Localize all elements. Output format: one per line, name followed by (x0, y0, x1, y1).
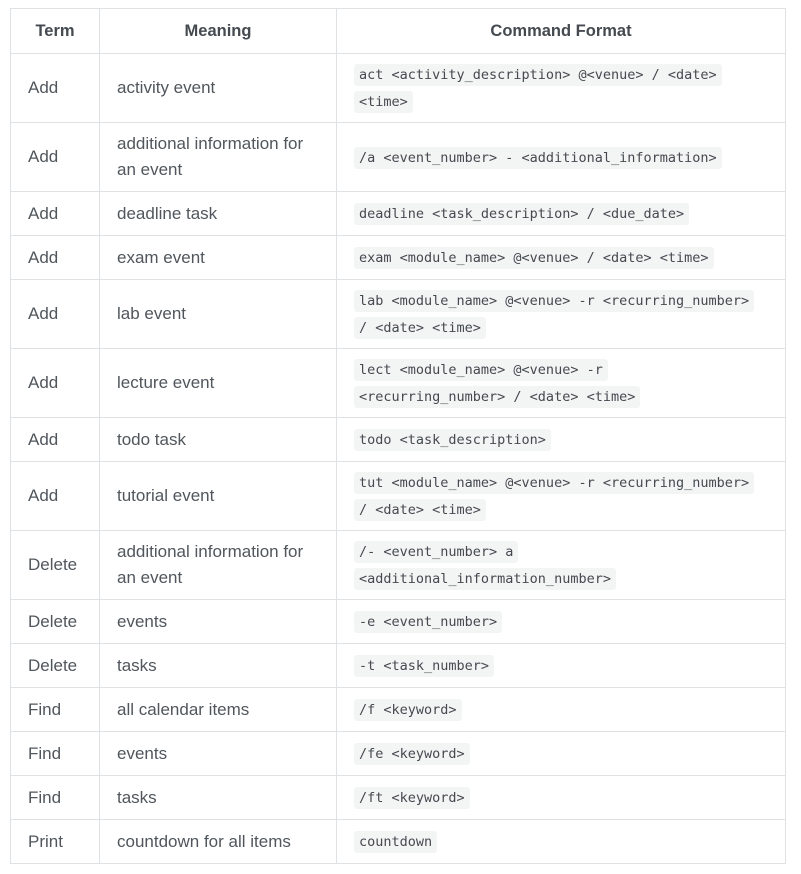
command-cell (337, 531, 786, 600)
term-cell: Add (11, 280, 100, 349)
table-row (11, 236, 786, 280)
term-cell: Add (11, 236, 100, 280)
term-cell: Delete (11, 600, 100, 644)
table-row (11, 192, 786, 236)
meaning-cell: todo task (100, 418, 337, 462)
meaning-cell: events (100, 732, 337, 776)
meaning-cell: tutorial event (100, 462, 337, 531)
meaning-cell: additional information for an event (100, 531, 337, 600)
header-command-format: Command Format (337, 9, 786, 54)
term-cell: Add (11, 192, 100, 236)
table-row (11, 462, 786, 531)
command-code: /- <event_number> a <additional_information_number> (354, 541, 616, 590)
command-cell (337, 820, 786, 864)
command-cell (337, 349, 786, 418)
term-cell: Delete (11, 644, 100, 688)
command-code: /ft <keyword> (354, 787, 470, 809)
command-code: /f <keyword> (354, 699, 462, 721)
meaning-cell: deadline task (100, 192, 337, 236)
command-cell (337, 236, 786, 280)
table-row (11, 732, 786, 776)
command-cell (337, 123, 786, 192)
command-cell (337, 280, 786, 349)
table-row (11, 280, 786, 349)
term-cell: Find (11, 732, 100, 776)
meaning-cell: lab event (100, 280, 337, 349)
term-cell: Add (11, 123, 100, 192)
table-row (11, 54, 786, 123)
table-row (11, 349, 786, 418)
command-cell (337, 732, 786, 776)
table-row (11, 600, 786, 644)
term-cell: Find (11, 776, 100, 820)
term-cell: Find (11, 688, 100, 732)
command-code: act <activity_description> @<venue> / <date> <time> (354, 64, 722, 113)
command-cell (337, 462, 786, 531)
term-cell: Add (11, 418, 100, 462)
header-term: Term (11, 9, 100, 54)
term-cell: Add (11, 349, 100, 418)
meaning-cell: tasks (100, 644, 337, 688)
command-summary-table-wrapper (10, 8, 785, 864)
meaning-cell: exam event (100, 236, 337, 280)
command-code: -t <task_number> (354, 655, 494, 677)
meaning-cell: lecture event (100, 349, 337, 418)
meaning-cell: tasks (100, 776, 337, 820)
command-code: countdown (354, 831, 437, 853)
command-summary-table (10, 8, 786, 864)
table-row (11, 418, 786, 462)
command-code: tut <module_name> @<venue> -r <recurring_number> / <date> <time> (354, 472, 754, 521)
table-row (11, 820, 786, 864)
meaning-cell: all calendar items (100, 688, 337, 732)
table-row (11, 531, 786, 600)
command-code: /fe <keyword> (354, 743, 470, 765)
table-row (11, 644, 786, 688)
command-cell (337, 688, 786, 732)
meaning-cell: activity event (100, 54, 337, 123)
table-row (11, 688, 786, 732)
command-code: /a <event_number> - <additional_information> (354, 147, 722, 169)
command-cell (337, 54, 786, 123)
header-row (11, 9, 786, 54)
table-body (11, 54, 786, 864)
term-cell: Print (11, 820, 100, 864)
command-code: deadline <task_description> / <due_date> (354, 203, 689, 225)
term-cell: Add (11, 462, 100, 531)
term-cell: Delete (11, 531, 100, 600)
command-code: lab <module_name> @<venue> -r <recurring_number> / <date> <time> (354, 290, 754, 339)
meaning-cell: additional information for an event (100, 123, 337, 192)
command-code: lect <module_name> @<venue> -r <recurring_number> / <date> <time> (354, 359, 640, 408)
table-row (11, 123, 786, 192)
meaning-cell: countdown for all items (100, 820, 337, 864)
table-row (11, 776, 786, 820)
command-cell (337, 418, 786, 462)
header-meaning: Meaning (100, 9, 337, 54)
meaning-cell: events (100, 600, 337, 644)
command-cell (337, 192, 786, 236)
command-cell (337, 600, 786, 644)
command-code: -e <event_number> (354, 611, 502, 633)
command-code: exam <module_name> @<venue> / <date> <time> (354, 247, 714, 269)
term-cell: Add (11, 54, 100, 123)
command-cell (337, 776, 786, 820)
command-code: todo <task_description> (354, 429, 551, 451)
command-cell (337, 644, 786, 688)
